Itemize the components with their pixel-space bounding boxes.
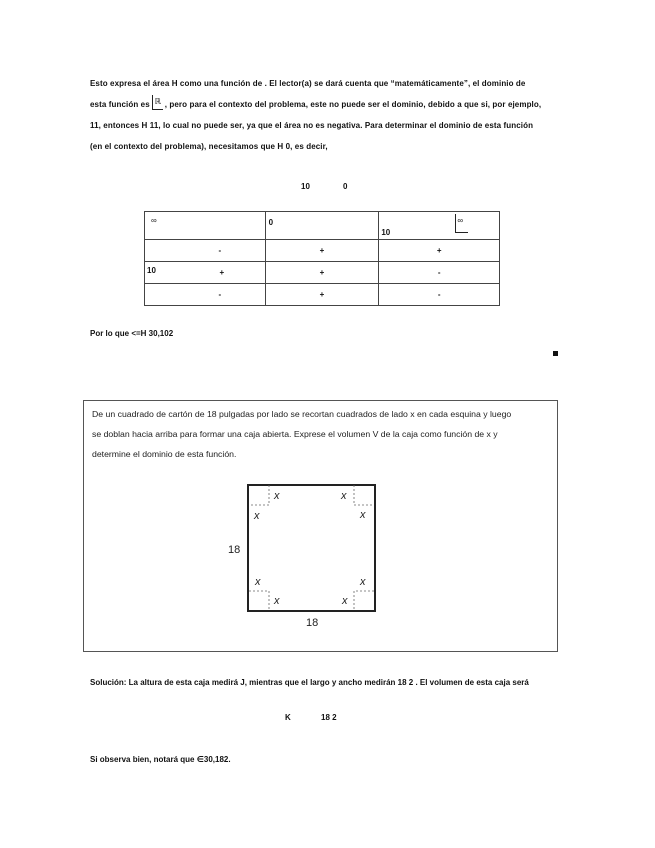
sign-table-row: [145, 240, 500, 262]
sign-cell: [379, 262, 500, 284]
x-label: x: [360, 509, 366, 521]
side-length-bottom: 18: [306, 617, 319, 629]
sign-cell: [145, 262, 266, 284]
note-text: Si observa bien, notará que ∈30,182.: [90, 755, 231, 764]
intro-paragraph: [90, 73, 566, 157]
equation-1-left: 10: [301, 182, 310, 191]
cut-corner-bottom-right: [354, 591, 374, 610]
cut-corner-top-left: [249, 485, 269, 505]
sign-value: +: [319, 268, 325, 277]
row-label: 10: [147, 266, 156, 275]
x-label: x: [342, 595, 348, 607]
sign-cell: [265, 284, 379, 306]
sign-value: -: [218, 290, 222, 299]
sign-header-cell-3: [379, 212, 500, 240]
intro-line-2: [90, 94, 566, 115]
sign-cell: [145, 240, 266, 262]
box-figure: [84, 401, 557, 651]
x-label: x: [274, 595, 280, 607]
sign-table-header: [145, 212, 500, 240]
sign-header-cell-2: [265, 212, 379, 240]
problem-line-3: determine el dominio de esta función.: [92, 449, 237, 459]
problem-line-1: De un cuadrado de cartón de 18 pulgadas por lado se recortan cuadrados de lado x en cada esquina y luego: [92, 409, 512, 419]
real-numbers-symbol: [152, 95, 163, 110]
zero-label: 0: [268, 218, 274, 227]
intro-line-2b: , pero para el contexto del problema, este no puede ser el dominio, debido a que si, por ejemplo,: [164, 100, 542, 109]
infinity-corner: [455, 214, 468, 233]
sign-value: +: [319, 246, 325, 255]
sign-header-cell-1: [145, 212, 266, 240]
problem-box: [83, 400, 558, 652]
side-length-left: 18: [228, 544, 241, 556]
cut-lines: [249, 485, 374, 610]
conclusion-text: Por lo que <=H 30,102: [90, 329, 174, 338]
intro-line-2a: esta función es: [90, 100, 150, 109]
sign-cell: [265, 262, 379, 284]
cut-corner-top-right: [354, 485, 374, 505]
solution-text: Solución: La altura de esta caja medirá J, mientras que el largo y ancho medirán 18 2 . El volumen de esta caja será: [90, 678, 529, 687]
x-label: x: [360, 576, 366, 588]
sign-cell: [265, 240, 379, 262]
neg-infinity-label: ∞: [151, 216, 157, 225]
sign-value: -: [437, 268, 441, 277]
sign-cell: [379, 284, 500, 306]
x-label: x: [274, 490, 280, 502]
equation-1-right: 0: [343, 182, 348, 191]
intro-line-1: Esto expresa el área H como una función de . El lector(a) se dará cuenta que “matemáticamente”, el dominio de: [90, 79, 526, 88]
x-label: x: [341, 490, 347, 502]
problem-line-2: se doblan hacia arriba para formar una caja abierta. Exprese el volumen V de la caja como función de x y: [92, 429, 498, 439]
x-label: x: [255, 576, 261, 588]
qed-square-icon: [553, 351, 558, 356]
intro-line-4: (en el contexto del problema), necesitamos que H 0, es decir,: [90, 142, 328, 151]
equation-2-left: K: [285, 713, 291, 722]
sign-value: -: [437, 290, 441, 299]
sign-value: +: [436, 246, 442, 255]
sign-table-row: [145, 262, 500, 284]
infinity-label: ∞: [457, 216, 464, 225]
equation-2-right: 18 2: [321, 713, 337, 722]
sign-cell: [145, 284, 266, 306]
sign-value: -: [218, 246, 222, 255]
cardboard-square: [248, 485, 375, 611]
cut-corner-bottom-left: [249, 591, 269, 610]
ten-label: 10: [381, 228, 391, 237]
sign-value: +: [219, 268, 225, 277]
real-symbol-text: ℝ: [154, 97, 162, 106]
intro-line-3: 11, entonces H 11, lo cual no puede ser, ya que el área no es negativa. Para determinar el dominio de esta función: [90, 121, 534, 130]
sign-table: [144, 211, 500, 306]
sign-value: +: [319, 290, 325, 299]
sign-table-row: [145, 284, 500, 306]
x-label: x: [254, 510, 260, 522]
sign-cell: [379, 240, 500, 262]
